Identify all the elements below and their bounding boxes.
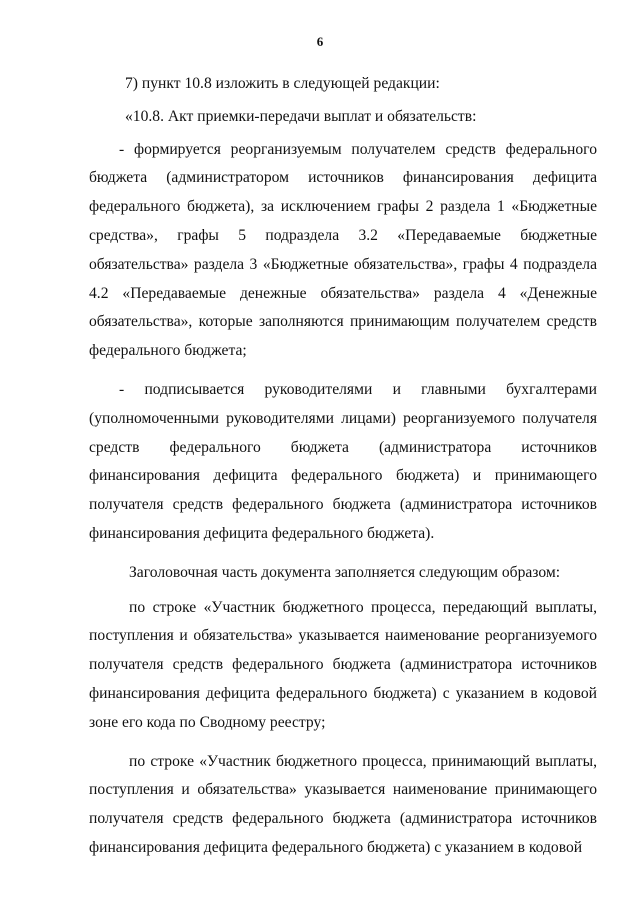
document-body xyxy=(89,70,597,863)
amendment-intro-paragraph: 7) пункт 10.8 изложить в следующей редакции: xyxy=(125,75,440,92)
header-section-paragraph: Заголовочная часть документа заполняется следующим образом: xyxy=(129,563,561,581)
transferring-participant-paragraph: по строке «Участник бюджетного процесса, передающий выплаты, поступления и обязательства» указывается наименование реорганизуемого получателя средств федерального бюджета (администратора источников финансирования дефицита федерального бюджета) с указанием в кодовой зоне его кода по Сводному реестру; xyxy=(89,598,597,731)
formed-by-paragraph: - формируется реорганизуемым получателем средств федерального бюджета (администратором источников финансирования дефицита федерального бюджета), за исключением графы 2 раздела 1 «Бюджетные средства», графы 5 подраздела 3.2 «Передаваемые бюджетные обязательства» раздела 3 «Бюджетные обязательства», графы 4 подраздела 4.2 «Передаваемые денежные обязательства» раздела 4 «Денежные обязательства», которые заполняются принимающим получателем средств федерального бюджета; xyxy=(89,140,597,360)
clause-heading-paragraph: «10.8. Акт приемки-передачи выплат и обязательств: xyxy=(125,107,477,125)
receiving-participant-paragraph: по строке «Участник бюджетного процесса, принимающий выплаты, поступления и обязательства» указывается наименование принимающего получателя средств федерального бюджета (администратора источников финансирования дефицита федерального бюджета) с указанием в кодовой xyxy=(89,752,597,856)
signed-by-paragraph: - подписывается руководителями и главными бухгалтерами (уполномоченными руководителями лицами) реорганизуемого получателя средств федерального бюджета (администратора источников финансирования дефицита федерального бюджета) и принимающего получателя средств федерального бюджета (администратора источников финансирования дефицита федерального бюджета). xyxy=(89,380,597,542)
page-number: 6 xyxy=(316,34,324,49)
